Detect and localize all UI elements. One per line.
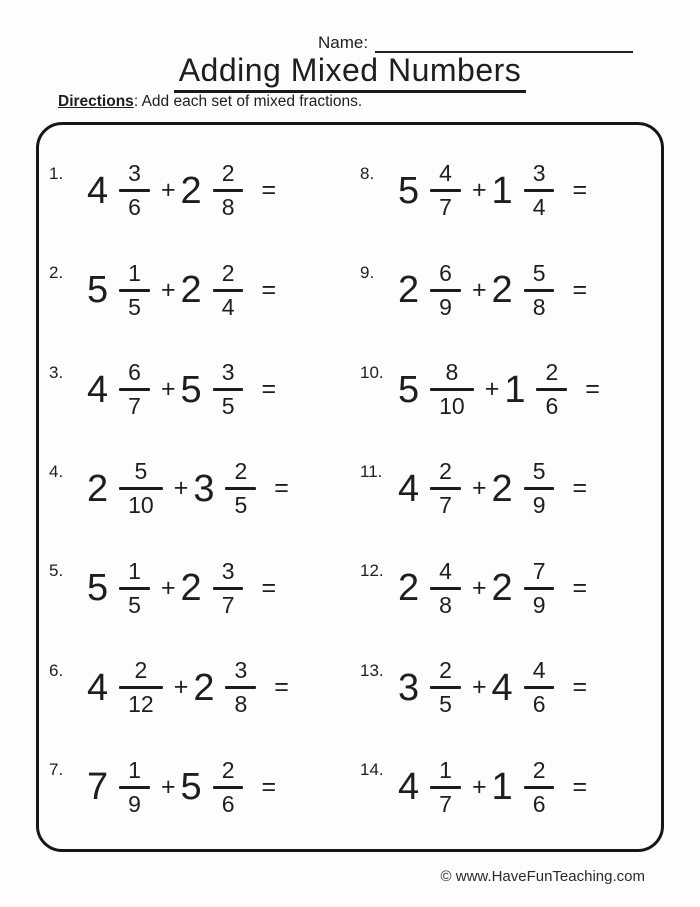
name-label: Name: [318, 33, 369, 52]
fraction-2 [524, 460, 555, 517]
plus-sign: + [471, 772, 487, 801]
fraction-1 [430, 557, 461, 618]
numerator-1: 6 [439, 259, 452, 286]
whole-number-2: 2 [180, 269, 202, 312]
fraction-2 [213, 557, 244, 618]
whole-number-2: 5 [180, 368, 202, 411]
whole-number-1: 2 [87, 467, 109, 510]
fraction-2 [213, 756, 244, 817]
problem-row [360, 539, 661, 638]
numerator-1: 2 [439, 458, 452, 485]
equation [398, 361, 600, 418]
fraction-1 [119, 756, 150, 817]
name-row [318, 34, 633, 53]
numerator-1: 1 [128, 557, 141, 584]
problem-number: 13. [360, 660, 384, 680]
equals-sign: = [261, 772, 277, 801]
fraction-2 [524, 659, 555, 716]
whole-number-1: 5 [398, 169, 420, 212]
fraction-1 [119, 557, 150, 618]
problem-number: 4. [49, 461, 64, 481]
denominator-1: 5 [439, 691, 452, 718]
title-wrap [0, 52, 700, 93]
problems-column-left [39, 125, 350, 849]
problem-row [49, 340, 350, 439]
whole-number-2: 2 [180, 567, 202, 610]
equals-sign: = [572, 275, 588, 304]
problem-number: 6. [49, 660, 64, 680]
whole-number-1: 4 [398, 766, 420, 809]
problem-row [49, 439, 350, 538]
whole-number-2: 2 [491, 269, 513, 312]
fraction-2 [524, 162, 555, 219]
fraction-2 [225, 460, 256, 517]
problem-row [49, 638, 350, 737]
fraction-1 [430, 756, 461, 817]
numerator-1: 6 [128, 359, 141, 386]
equation [87, 361, 276, 418]
numerator-2: 3 [234, 657, 248, 684]
denominator-1: 5 [128, 293, 141, 320]
name-blank-line [375, 36, 633, 53]
page-title: Adding Mixed Numbers [174, 52, 527, 93]
plus-sign: + [173, 673, 189, 702]
equals-sign: = [261, 176, 277, 205]
plus-sign: + [471, 176, 487, 205]
directions-label: Directions [58, 93, 134, 110]
fraction-1 [119, 162, 150, 219]
problem-number: 14. [360, 760, 384, 780]
problem-row [360, 439, 661, 538]
problem-row [360, 638, 661, 737]
numerator-2: 2 [221, 160, 235, 187]
problem-number: 10. [360, 362, 384, 382]
numerator-2: 3 [532, 160, 546, 187]
equation [398, 460, 587, 517]
numerator-2: 5 [532, 259, 546, 286]
fraction-2 [213, 162, 244, 219]
numerator-2: 2 [221, 756, 235, 783]
plus-sign: + [160, 176, 176, 205]
fraction-1 [119, 460, 163, 517]
fraction-2 [524, 259, 555, 320]
denominator-1: 7 [439, 194, 452, 221]
whole-number-2: 2 [491, 567, 513, 610]
denominator-1: 7 [439, 492, 452, 519]
equation [87, 557, 277, 618]
fraction-1 [119, 659, 163, 716]
numerator-2: 2 [221, 259, 235, 286]
whole-number-1: 2 [398, 269, 420, 312]
equals-sign: = [274, 673, 289, 702]
problem-row [360, 340, 661, 439]
fraction-2 [536, 361, 567, 418]
whole-number-1: 2 [398, 567, 420, 610]
numerator-2: 2 [234, 458, 248, 485]
fraction-1 [430, 259, 461, 320]
equals-sign: = [572, 474, 588, 503]
problems-box [36, 122, 664, 852]
denominator-2: 4 [532, 194, 546, 221]
whole-number-1: 4 [87, 169, 109, 212]
fraction-1 [119, 259, 150, 320]
denominator-1: 7 [439, 790, 452, 817]
numerator-1: 4 [439, 160, 452, 187]
denominator-1: 12 [128, 691, 154, 718]
fraction-1 [430, 361, 474, 418]
whole-number-2: 1 [504, 368, 526, 411]
denominator-2: 6 [545, 393, 559, 420]
problem-number: 2. [49, 263, 64, 283]
numerator-2: 7 [532, 557, 546, 584]
whole-number-1: 4 [87, 368, 109, 411]
plus-sign: + [471, 673, 487, 702]
problem-number: 3. [49, 362, 64, 382]
whole-number-2: 2 [491, 467, 513, 510]
directions [58, 93, 362, 111]
whole-number-2: 5 [180, 766, 202, 809]
plus-sign: + [173, 474, 189, 503]
numerator-1: 2 [439, 657, 452, 684]
equals-sign: = [274, 474, 289, 503]
denominator-1: 9 [128, 790, 141, 817]
equation [398, 162, 587, 219]
denominator-1: 8 [439, 591, 452, 618]
plus-sign: + [160, 573, 176, 602]
denominator-2: 4 [221, 293, 235, 320]
plus-sign: + [160, 275, 176, 304]
fraction-2 [524, 557, 555, 618]
numerator-2: 2 [545, 359, 559, 386]
whole-number-1: 4 [87, 666, 109, 709]
equals-sign: = [572, 673, 588, 702]
problem-row [360, 738, 661, 837]
numerator-2: 4 [532, 657, 546, 684]
numerator-2: 5 [532, 458, 546, 485]
numerator-1: 1 [128, 259, 141, 286]
problem-row [360, 240, 661, 339]
denominator-1: 10 [439, 393, 465, 420]
numerator-2: 3 [221, 359, 235, 386]
whole-number-1: 5 [87, 269, 109, 312]
numerator-1: 1 [439, 756, 452, 783]
denominator-1: 7 [128, 393, 141, 420]
denominator-2: 8 [532, 293, 546, 320]
problem-number: 9. [360, 263, 375, 283]
equals-sign: = [261, 573, 277, 602]
equation [398, 659, 587, 716]
whole-number-2: 1 [491, 766, 513, 809]
denominator-1: 10 [128, 492, 154, 519]
equation [398, 259, 588, 320]
denominator-1: 6 [128, 194, 141, 221]
fraction-1 [119, 361, 150, 418]
whole-number-1: 4 [398, 467, 420, 510]
problem-number: 1. [49, 163, 64, 183]
whole-number-1: 3 [398, 666, 420, 709]
problem-row [49, 539, 350, 638]
equals-sign: = [572, 573, 588, 602]
denominator-2: 9 [532, 492, 546, 519]
denominator-2: 5 [234, 492, 248, 519]
problem-number: 12. [360, 561, 384, 581]
fraction-1 [430, 659, 461, 716]
denominator-2: 8 [234, 691, 248, 718]
plus-sign: + [471, 573, 487, 602]
problem-row [49, 738, 350, 837]
whole-number-2: 1 [491, 169, 513, 212]
equals-sign: = [572, 772, 588, 801]
plus-sign: + [484, 375, 500, 404]
problem-number: 8. [360, 163, 375, 183]
numerator-2: 3 [221, 557, 235, 584]
denominator-2: 5 [221, 393, 235, 420]
plus-sign: + [160, 375, 176, 404]
denominator-1: 9 [439, 293, 452, 320]
directions-text: : Add each set of mixed fractions. [133, 93, 363, 110]
numerator-1: 1 [128, 756, 141, 783]
denominator-2: 8 [221, 194, 235, 221]
fraction-1 [430, 460, 461, 517]
problem-row [49, 141, 350, 240]
equation [87, 460, 289, 517]
denominator-2: 7 [221, 591, 235, 618]
whole-number-1: 5 [87, 567, 109, 610]
whole-number-2: 2 [193, 666, 215, 709]
equals-sign: = [572, 176, 588, 205]
fraction-2 [225, 659, 256, 716]
problem-number: 11. [360, 461, 383, 481]
plus-sign: + [471, 474, 487, 503]
numerator-1: 3 [128, 160, 141, 187]
problems-column-right [350, 125, 661, 849]
equals-sign: = [261, 375, 277, 404]
whole-number-2: 2 [180, 169, 202, 212]
fraction-2 [213, 361, 244, 418]
fraction-2 [524, 756, 555, 817]
problem-row [49, 240, 350, 339]
problem-row [360, 141, 661, 240]
denominator-2: 6 [532, 790, 546, 817]
equation [87, 162, 276, 219]
whole-number-1: 5 [398, 368, 420, 411]
numerator-1: 4 [439, 557, 452, 584]
problem-number: 5. [49, 561, 64, 581]
denominator-2: 6 [221, 790, 235, 817]
denominator-2: 6 [532, 691, 546, 718]
equals-sign: = [585, 375, 600, 404]
fraction-2 [213, 259, 244, 320]
numerator-1: 8 [445, 359, 459, 386]
equals-sign: = [261, 275, 277, 304]
plus-sign: + [471, 275, 487, 304]
numerator-2: 2 [532, 756, 546, 783]
denominator-2: 9 [532, 591, 546, 618]
equation [87, 259, 277, 320]
fraction-1 [430, 162, 461, 219]
equation [87, 659, 289, 716]
equation [87, 756, 277, 817]
footer-copyright: © www.HaveFunTeaching.com [440, 868, 645, 885]
whole-number-1: 7 [87, 766, 109, 809]
equation [398, 756, 588, 817]
plus-sign: + [160, 772, 176, 801]
equation [398, 557, 588, 618]
whole-number-2: 3 [193, 467, 215, 510]
whole-number-2: 4 [491, 666, 513, 709]
denominator-1: 5 [128, 591, 141, 618]
problem-number: 7. [49, 760, 64, 780]
numerator-1: 2 [134, 657, 148, 684]
numerator-1: 5 [134, 458, 148, 485]
